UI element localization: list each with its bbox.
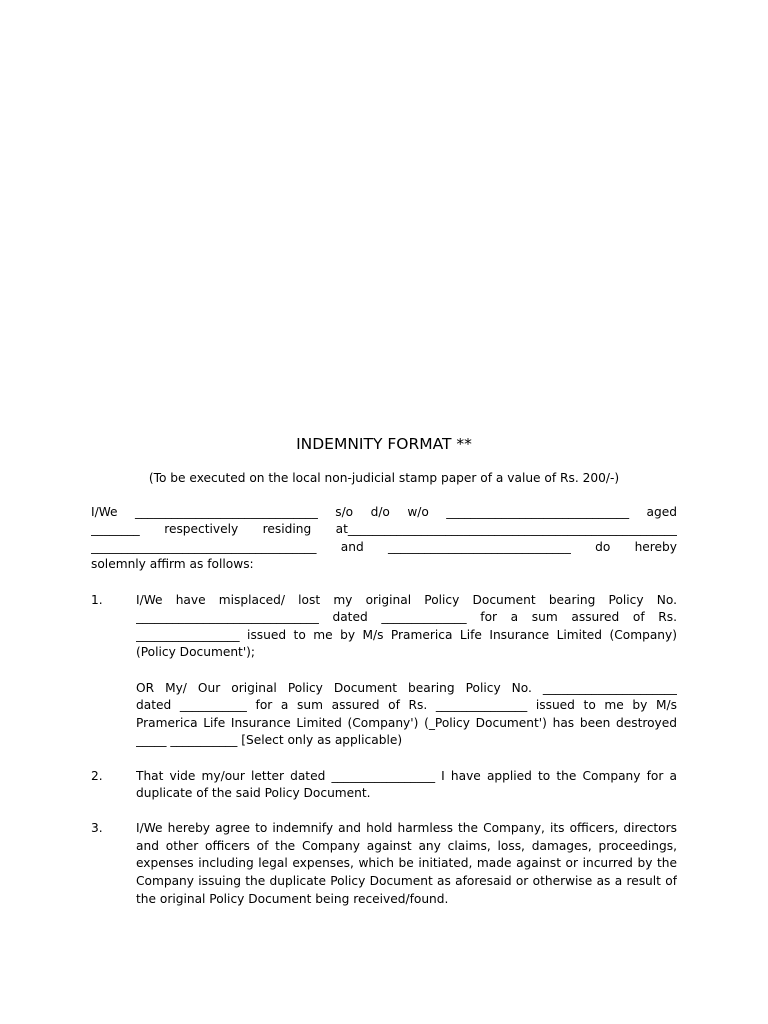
clause-line: I/We have misplaced/ lost my original Policy Document bearing Policy No. <box>136 592 677 607</box>
document-title: INDEMNITY FORMAT ** <box>296 435 472 453</box>
clause-line: duplicate of the said Policy Document. <box>136 786 371 801</box>
document-subtitle: (To be executed on the local non-judicial stamp paper of a value of Rs. 200/-) <box>148 471 620 485</box>
intro-line-2: ________ respectively residing at______________________________________________________ <box>91 522 677 537</box>
clause-2-paragraph <box>136 768 677 803</box>
clause-line: _____ ___________ [Select only as applicable) <box>136 733 403 748</box>
clause-1-paragraph-2 <box>136 680 677 750</box>
clause-1 <box>91 592 677 750</box>
clause-line: OR My/ Our original Policy Document bearing Policy No. ______________________ <box>136 680 677 695</box>
intro-line-1: I/We ______________________________ s/o d/o w/o ______________________________ aged <box>91 504 677 519</box>
clause-line: the original Policy Document being received/found. <box>136 891 449 906</box>
clause-line: ______________________________ dated ______________ for a sum assured of Rs. <box>136 610 677 625</box>
clause-number: 2. <box>91 768 103 783</box>
clause-line: (Policy Document'); <box>136 645 256 660</box>
document-body <box>91 433 677 908</box>
clause-number: 1. <box>91 592 103 607</box>
clause-line: and other officers of the Company against any claims, loss, damages, proceedings, <box>136 838 677 853</box>
clause-line: I/We hereby agree to indemnify and hold harmless the Company, its officers, directors <box>136 821 677 836</box>
clause-1-paragraph-1 <box>136 592 677 662</box>
clause-number: 3. <box>91 821 103 836</box>
clause-line: That vide my/our letter dated _________________ I have applied to the Company for a <box>136 768 677 783</box>
clause-2 <box>91 768 677 803</box>
intro-line-3: _____________________________________ and ______________________________ do hereby <box>91 539 677 554</box>
intro-line-4: solemnly affirm as follows: <box>91 557 254 572</box>
clause-3 <box>91 820 677 908</box>
clause-3-paragraph <box>136 820 677 908</box>
clause-line: dated ___________ for a sum assured of Rs. _______________ issued to me by M/s <box>136 698 677 713</box>
clause-line: _________________ issued to me by M/s Pramerica Life Insurance Limited (Company) <box>136 627 677 642</box>
intro-paragraph <box>91 504 677 574</box>
clause-line: expenses including legal expenses, which be initiated, made against or incurred by the <box>136 856 677 871</box>
clause-line: Pramerica Life Insurance Limited (Company') (_Policy Document') has been destroyed <box>136 715 677 730</box>
clause-line: Company issuing the duplicate Policy Document as aforesaid or otherwise as a result of <box>136 874 677 889</box>
